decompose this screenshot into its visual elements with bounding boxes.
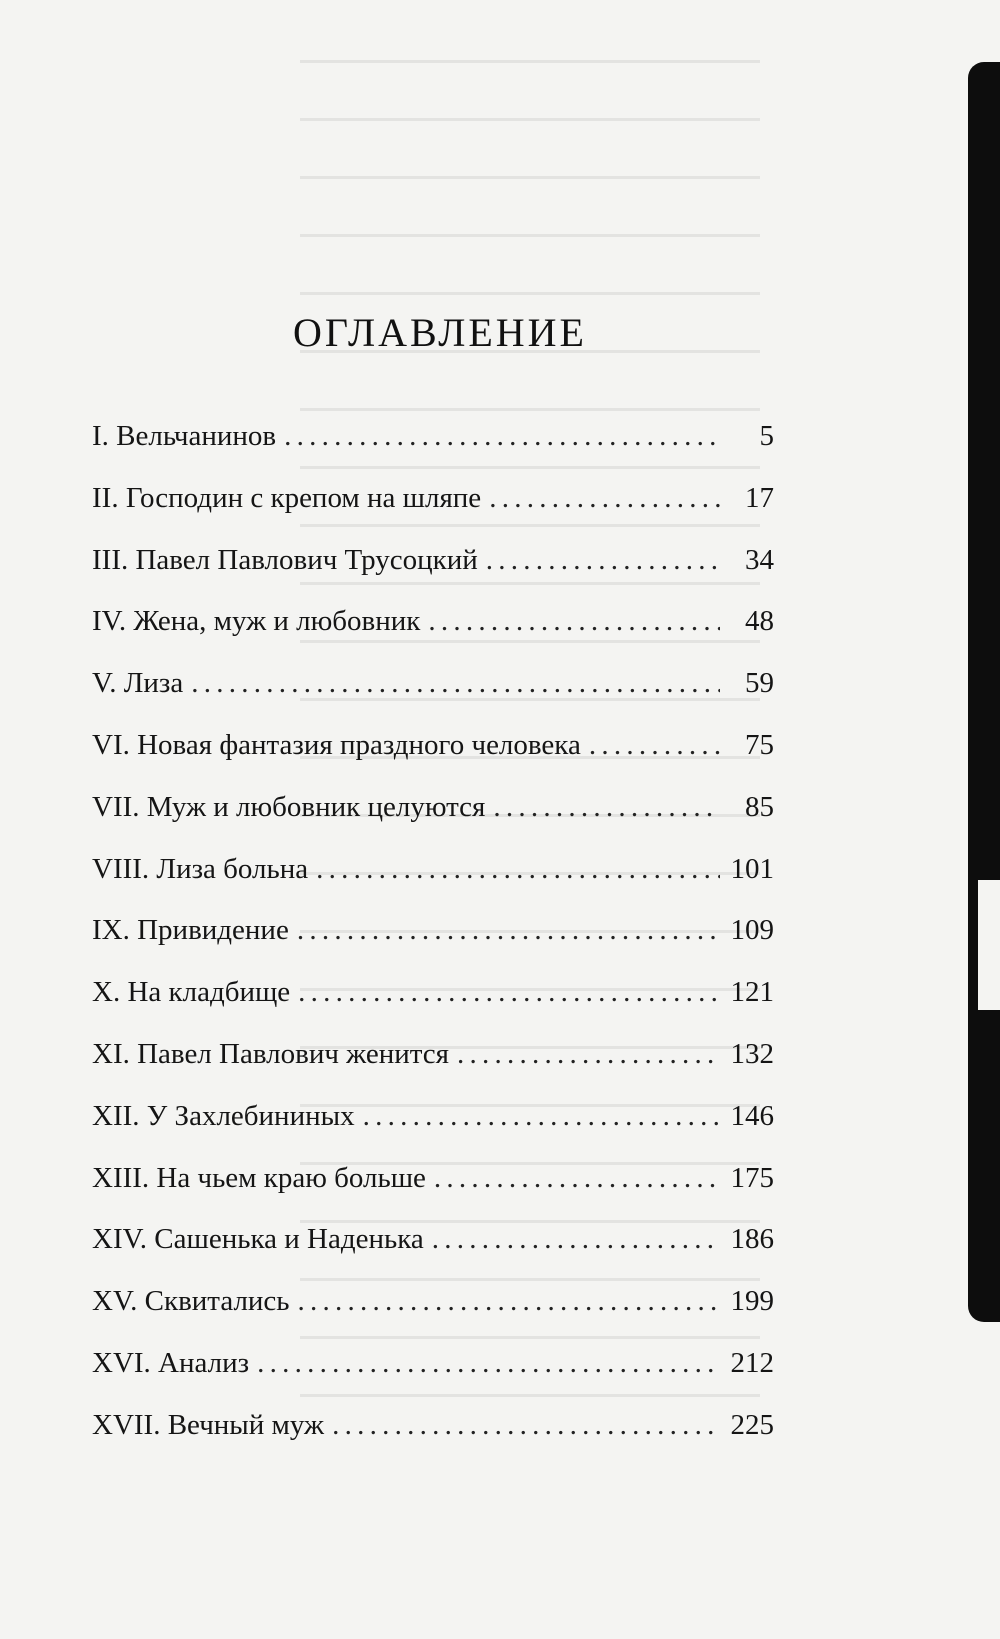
toc-chapter-title: XIII. На чьем краю больше — [92, 1161, 426, 1194]
toc-page-number: 34 — [745, 543, 774, 576]
toc-chapter-title: IV. Жена, муж и любовник — [92, 605, 421, 638]
toc-entry — [92, 729, 774, 791]
toc-chapter-title: X. На кладбище — [92, 976, 291, 1009]
toc-chapter-title: VI. Новая фантазия праздного человека — [92, 728, 581, 761]
leader-dots — [489, 482, 720, 515]
toc-page-number: 75 — [745, 728, 774, 761]
leader-dots — [298, 976, 720, 1009]
leader-dots — [493, 791, 720, 824]
toc-page-number: 186 — [730, 1223, 774, 1256]
toc-page-number: 225 — [730, 1408, 774, 1441]
toc-page-number: 146 — [730, 1099, 774, 1132]
leader-dots — [589, 729, 720, 762]
toc-page-number: 59 — [745, 667, 774, 700]
toc-page-number: 175 — [730, 1161, 774, 1194]
toc-entry — [92, 976, 774, 1038]
toc-chapter-title: XV. Сквитались — [92, 1285, 290, 1318]
leader-dots — [363, 1100, 720, 1133]
toc-entry — [92, 482, 774, 544]
toc-chapter-title: XI. Павел Павлович женится — [92, 1037, 449, 1070]
toc-chapter-title: V. Лиза — [92, 667, 184, 700]
leader-dots — [284, 420, 720, 453]
toc-chapter-title: VIII. Лиза больна — [92, 852, 309, 885]
scan-edge-notch — [978, 880, 1000, 1010]
scan-edge-shadow — [968, 62, 1000, 1322]
toc-chapter-title: XVII. Вечный муж — [92, 1408, 325, 1441]
toc-entry — [92, 1409, 774, 1471]
table-of-contents — [92, 420, 774, 1471]
toc-entry — [92, 791, 774, 853]
toc-chapter-title: I. Вельчанинов — [92, 420, 277, 452]
toc-entry — [92, 1347, 774, 1409]
toc-entry — [92, 1162, 774, 1224]
toc-entry — [92, 420, 774, 482]
leader-dots — [428, 605, 720, 638]
toc-chapter-title: XVI. Анализ — [92, 1346, 250, 1379]
leader-dots — [297, 914, 720, 947]
toc-page-number: 85 — [745, 790, 774, 823]
leader-dots — [298, 1285, 720, 1318]
toc-chapter-title: II. Господин с крепом на шляпе — [92, 481, 482, 514]
toc-entry — [92, 1038, 774, 1100]
toc-page-number: 101 — [730, 852, 774, 885]
toc-chapter-title: III. Павел Павлович Трусоцкий — [92, 543, 478, 576]
toc-entry — [92, 605, 774, 667]
leader-dots — [486, 544, 720, 577]
leader-dots — [316, 853, 720, 886]
leader-dots — [191, 667, 720, 700]
toc-page-number: 17 — [745, 481, 774, 514]
toc-entry — [92, 667, 774, 729]
toc-chapter-title: IX. Привидение — [92, 914, 289, 947]
leader-dots — [332, 1409, 720, 1442]
toc-page-number: 199 — [730, 1285, 774, 1318]
toc-page-number: 48 — [745, 605, 774, 638]
toc-page-number: 212 — [730, 1346, 774, 1379]
toc-chapter-title: XIV. Сашенька и Наденька — [92, 1223, 424, 1256]
toc-entry — [92, 544, 774, 606]
toc-entry — [92, 1223, 774, 1285]
toc-entry — [92, 1285, 774, 1347]
page-title: ОГЛАВЛЕНИЕ — [293, 309, 587, 355]
toc-page-number: 109 — [730, 914, 774, 947]
toc-page-number: 121 — [730, 976, 774, 1009]
toc-chapter-title: XII. У Захлебининых — [92, 1099, 355, 1132]
leader-dots — [432, 1223, 720, 1256]
leader-dots — [457, 1038, 720, 1071]
toc-page-number: 5 — [759, 420, 774, 452]
toc-chapter-title: VII. Муж и любовник целуются — [92, 790, 486, 823]
toc-entry — [92, 1100, 774, 1162]
toc-page-number: 132 — [730, 1037, 774, 1070]
toc-entry — [92, 853, 774, 915]
toc-entry — [92, 914, 774, 976]
leader-dots — [434, 1162, 720, 1195]
leader-dots — [257, 1347, 720, 1380]
